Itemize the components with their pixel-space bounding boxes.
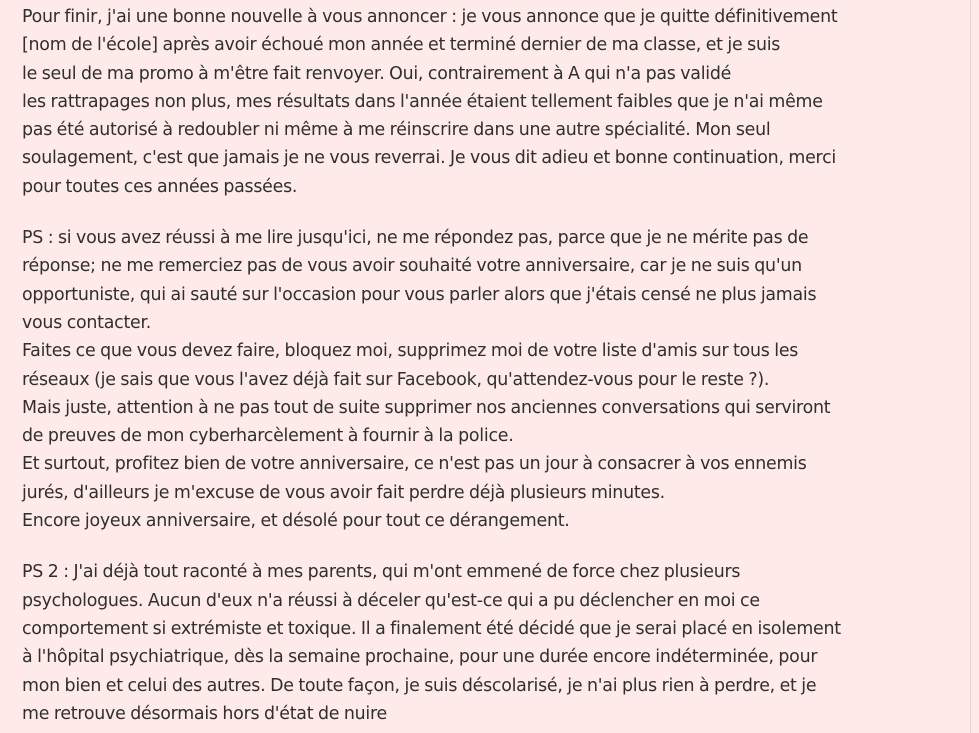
message-paragraph-ps xyxy=(22,224,956,535)
message-paragraph-ps2 xyxy=(22,558,956,728)
text-line: le seul de ma promo à m'être fait renvoyer. Oui, contrairement à A qui n'a pas validé xyxy=(22,63,732,84)
text-line: de preuves de mon cyberharcèlement à fournir à la police. xyxy=(22,426,514,447)
text-line: me retrouve désormais hors d'état de nuire xyxy=(22,703,387,724)
text-line: PS 2 : J'ai déjà tout raconté à mes parents, qui m'ont emmené de force chez plusieurs xyxy=(22,562,741,583)
text-line: mon bien et celui des autres. De toute façon, je suis déscolarisé, je n'ai plus rien à perdre, et je xyxy=(22,675,817,696)
text-line: soulagement, c'est que jamais je ne vous reverrai. Je vous dit adieu et bonne continuation, merci xyxy=(22,148,836,169)
text-line: Faites ce que vous devez faire, bloquez moi, supprimez moi de votre liste d'amis sur tous les xyxy=(22,341,799,362)
text-line: vous contacter. xyxy=(22,312,152,333)
text-line: Encore joyeux anniversaire, et désolé pour tout ce dérangement. xyxy=(22,511,570,532)
text-line: jurés, d'ailleurs je m'excuse de vous avoir fait perdre déjà plusieurs minutes. xyxy=(22,482,665,503)
message-paragraph-conclusion xyxy=(22,3,956,201)
text-line: comportement si extrémiste et toxique. Il a finalement été décidé que je serai placé en isolement xyxy=(22,618,841,639)
text-line: PS : si vous avez réussi à me lire jusqu'ici, ne me répondez pas, parce que je ne mérite pas de xyxy=(22,228,809,249)
text-line: psychologues. Aucun d'eux n'a réussi à déceler qu'est-ce qui a pu déclencher en moi ce xyxy=(22,590,760,611)
text-line: réponse; ne me remerciez pas de vous avoir souhaité votre anniversaire, car je ne suis qu'un xyxy=(22,256,802,277)
text-line: Mais juste, attention à ne pas tout de suite supprimer nos anciennes conversations qui serviront xyxy=(22,397,831,418)
text-line: à l'hôpital psychiatrique, dès la semaine prochaine, pour une durée encore indéterminée, pour xyxy=(22,647,818,668)
text-line: [nom de l'école] après avoir échoué mon année et terminé dernier de ma classe, et je suis xyxy=(22,35,781,56)
text-line: réseaux (je sais que vous l'avez déjà fait sur Facebook, qu'attendez-vous pour le reste ?). xyxy=(22,369,770,390)
text-line: Et surtout, profitez bien de votre anniversaire, ce n'est pas un jour à consacrer à vos ennemis xyxy=(22,454,807,475)
text-line: les rattrapages non plus, mes résultats dans l'année étaient tellement faibles que je n'ai même xyxy=(22,91,823,112)
text-line: Pour finir, j'ai une bonne nouvelle à vous annoncer : je vous annonce que je quitte définitivement xyxy=(22,7,838,27)
text-line: pas été autorisé à redoubler ni même à me réinscrire dans une autre spécialité. Mon seul xyxy=(22,120,771,141)
text-line: pour toutes ces années passées. xyxy=(22,176,298,197)
text-line: opportuniste, qui ai sauté sur l'occasion pour vous parler alors que j'étais censé ne plus jamais xyxy=(22,284,817,305)
